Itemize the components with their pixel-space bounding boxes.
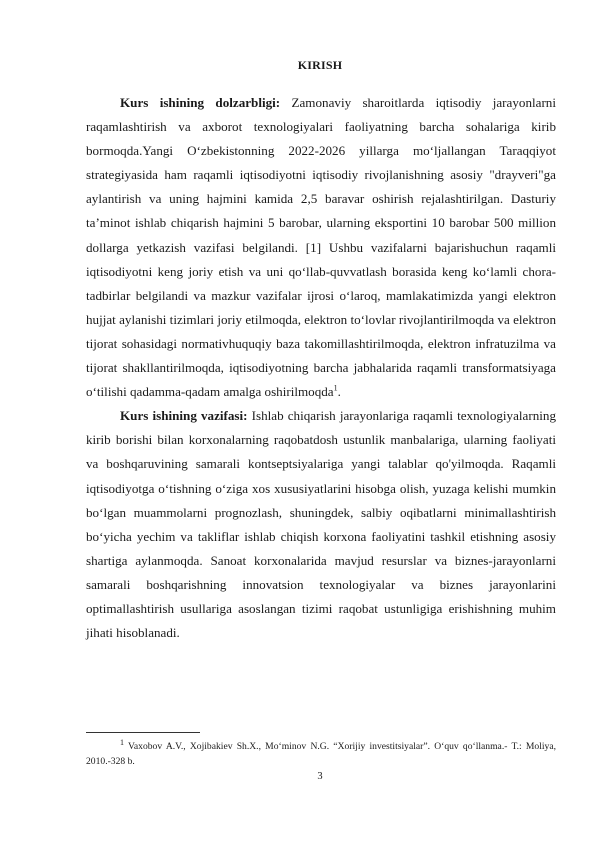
- footnote-marker: 1: [120, 737, 124, 747]
- task-text: Ishlab chiqarish jarayonlariga raqamli texnologiyalarning kirib borishi bilan korxonalarning raqobatdosh ustunlik manbalariga, ularning faoliyati va boshqaruvining samarali kontseptsiyalariga yangi talablar qo'yilmoqda. Raqamli iqtisodiyotga o‘tishning o‘ziga xos xususiyatlarini hisobga olish, yuzaga kelishi mumkin bo‘lgan muammolarni prognozlash, shuningdek, salbiy oqibatlarni minimallashtirish bo‘yicha yechim va takliflar ishlab chiqish korxona faoliyatini tashkil etishning asosiy shartiga aylanmoqda. Sanoat korxonalarida mavjud resurslar va biznes-jarayonlarni samarali boshqarishning innovatsion texnologiyalar va biznes jarayonlarini optimallashtirish usullariga asoslangan tizimi raqobat ustunligiga erishishning muhim jihati hisoblanadi.: [86, 408, 556, 641]
- paragraph-relevance: [86, 91, 556, 404]
- relevance-end: .: [337, 384, 341, 400]
- paragraph-task: [86, 404, 556, 645]
- page-title: KIRISH: [297, 58, 343, 72]
- relevance-heading: Kurs ishining dolzarbligi:: [120, 95, 281, 110]
- footnote: [86, 739, 556, 769]
- page-number: 3: [317, 771, 323, 782]
- footnote-text: Vaxobov A.V., Xojibakiev Sh.X., Mo‘minov N.G. “Xorijiy investitsiyalar”. O‘quv qo‘llanma.- T.: Moliya, 2010.-328 b.: [86, 741, 556, 767]
- footnote-reference[interactable]: 1: [333, 383, 338, 393]
- task-heading: Kurs ishining vazifasi:: [120, 408, 248, 424]
- footnote-divider: [86, 732, 200, 733]
- relevance-text: Zamonaviy sharoitlarda iqtisodiy jarayonlarni raqamlashtirish va axborot texnologiyalari faoliyatning barcha sohalariga kirib bormoqda.Yangi O‘zbekistonning 2022-2026 yillarga mo‘ljallangan Taraqqiyot strategiyasida ham raqamli iqtisodiyotni iqtisodiy rivojlanishning asosiy "drayveri"ga aylantirish va uning hajmini kamida 2,5 baravar oshirish rejalashtirilgan. Dasturiy ta’minot ishlab chiqarish hajmini 5 barobar, ularning eksportini 10 barobar 500 million dollarga yetkazish vazifasi belgilandi. [1] Ushbu vazifalarni bajarishuchun raqamli iqtisodiyotni keng joriy etish va uni qo‘llab-quvvatlash borasida keng ko‘lamli chora-tadbirlar belgilandi va mazkur vazifalar ijrosi o‘laroq, mamlakatimizda yangi elektron hujjat aylanishi tizimlari joriy etilmoqda, elektron to‘lovlar rivojlantirilmoqda va elektron tijorat sohasidagi normativhuquqiy baza takomillashtirilmoqda, elektron infratuzilma va tijorat shakllantirilmoqda, iqtisodiyotning barcha jabhalarida raqamli transformatsiyaga o‘tilishi qadamma-qadam amalga oshirilmoqda: [86, 95, 556, 400]
- body-text: [86, 91, 556, 645]
